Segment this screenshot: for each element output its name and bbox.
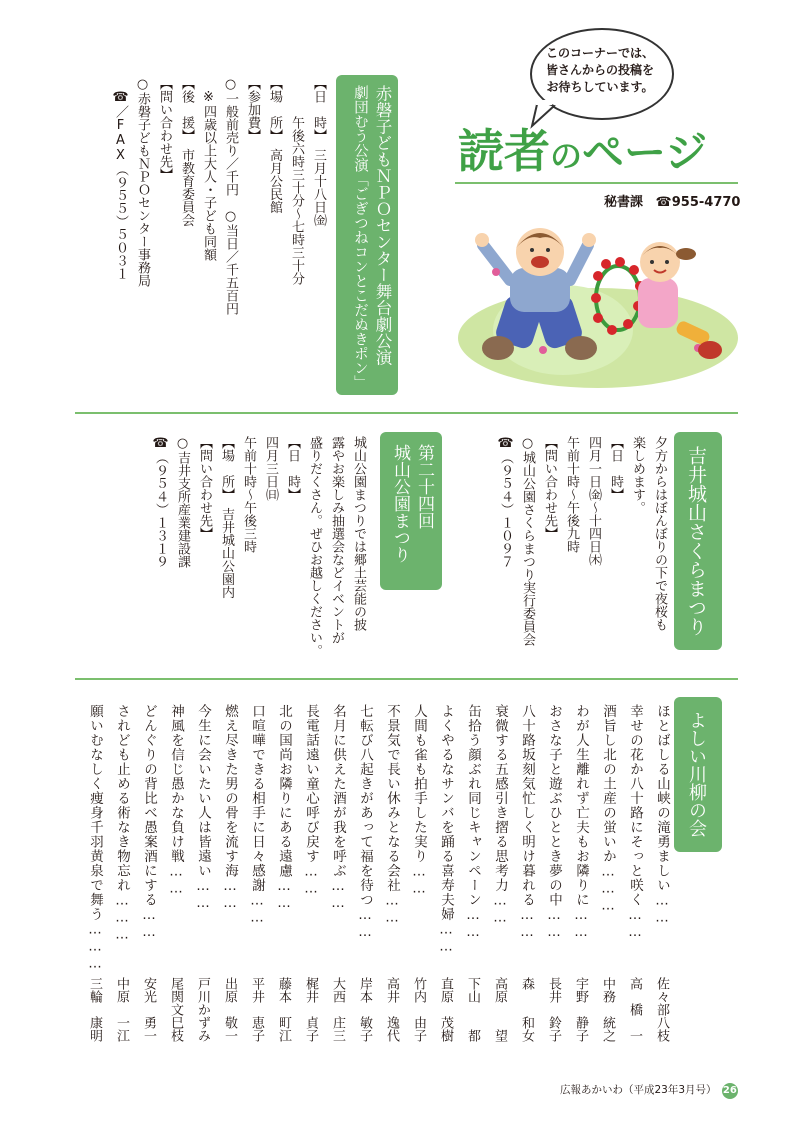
- poem-author: 中務 統之: [600, 977, 615, 1042]
- poem-verse: 今生に会いたい人は皆遠い……: [195, 704, 211, 912]
- poem-verse: されども止める術なき物忘れ………: [114, 704, 130, 944]
- event-yoshii-line: 午前十時～午後九時: [564, 436, 579, 553]
- senryu-poem: [265, 704, 292, 1042]
- event-akaiwa-title-line1: 赤磐子どもＮＰＯセンター舞台劇公演: [373, 85, 392, 366]
- bubble-line: 皆さんからの投稿を: [545, 63, 654, 77]
- event-yoshii-title-box: [674, 432, 722, 650]
- poem-verse: 酒旨し北の土産の蛍いか………: [600, 704, 616, 915]
- bubble-line: このコーナーでは、: [545, 46, 654, 60]
- event-akaiwa-title-box: [336, 75, 398, 395]
- senryu-poem: [427, 704, 454, 1042]
- event-yoshii-line: ☎（９５４）１０９７: [498, 436, 513, 568]
- event-shiroyama-line: 城山公園まつりでは郷土芸能の披: [351, 436, 366, 631]
- event-shiroyama-line: 【場 所】 吉井城山公園内: [219, 436, 234, 599]
- senryu-poem: [319, 704, 346, 1042]
- poem-author: 岸本 敏子: [357, 977, 372, 1042]
- poem-author: 竹内 由子: [411, 977, 426, 1042]
- event-akaiwa-line: ☎／FAX（９５５）５０３１: [113, 77, 128, 280]
- bubble-line: お待ちしています。: [546, 80, 654, 94]
- senryu-poem: [508, 704, 535, 1042]
- bubble-text: [532, 45, 668, 96]
- senryu-poem: [400, 704, 427, 1042]
- poem-verse: よくやるなサンバを踊る喜寿夫婦……: [438, 704, 454, 956]
- event-akaiwa-line: ※四歳以上大人・子ども同額: [201, 77, 216, 261]
- poem-author: 三輪 康明: [87, 977, 102, 1042]
- poem-verse: どんぐりの背比べ愚案酒にする……: [141, 704, 157, 941]
- event-akaiwa-line: 午後六時三十分～七時三十分: [289, 77, 304, 285]
- event-akaiwa-title-line2: 劇団むう公演「ごぎつねコンとこだぬきポン」: [352, 85, 368, 390]
- poem-author: 直原 茂樹: [438, 977, 453, 1042]
- poem-author: 戸川かずみ: [195, 977, 210, 1042]
- poem-author: 宇野 静子: [573, 977, 588, 1042]
- senryu-poem: [535, 704, 562, 1042]
- senryu-poem: [238, 704, 265, 1042]
- senryu-poem: [562, 704, 589, 1042]
- senryu-poem: [76, 704, 103, 1042]
- poem-author: 森 和女: [519, 977, 534, 1042]
- poem-author: 高 橋 一: [627, 977, 642, 1042]
- poem-author: 梶井 貞子: [303, 977, 318, 1042]
- event-akaiwa-line: 【参加費】: [245, 77, 260, 142]
- title-no: の: [550, 137, 583, 175]
- poem-verse: 缶拾う顔ぶれ同じキャンペーン……: [465, 704, 481, 941]
- event-shiroyama-title-line2: 城山公園まつり: [390, 444, 410, 563]
- page-title: [458, 115, 707, 181]
- divider-middle: [75, 678, 738, 680]
- event-akaiwa-line: ○赤磐子どもＮＰＯセンター事務局: [135, 77, 150, 287]
- senryu-title-box: [674, 697, 722, 852]
- poem-verse: 人間も雀も拍手した実り……: [411, 704, 427, 898]
- poem-verse: 燃え尽きた男の骨を流す海……: [222, 704, 238, 912]
- title-main: 読者: [458, 124, 550, 178]
- event-shiroyama-title-line1: 第二十四回: [414, 444, 434, 529]
- event-yoshii-line: 【問い合わせ先】: [542, 436, 557, 540]
- poem-verse: 北の国尚お隣りにある遠慮……: [276, 704, 292, 912]
- event-shiroyama-line: ○吉井支所産業建設課: [175, 436, 190, 568]
- poem-verse: 願いむなしく痩身千羽黄泉で舞う………: [87, 704, 103, 973]
- event-yoshii-line: 四月一日㈮～十四日㈭: [586, 436, 601, 566]
- contact-label: 秘書課: [604, 195, 644, 210]
- event-yoshii-details: [480, 436, 666, 666]
- senryu-poem: [481, 704, 508, 1042]
- event-akaiwa-line: 【問い合わせ先】: [157, 77, 172, 181]
- contact-info: [604, 191, 740, 210]
- senryu-poem: [643, 704, 670, 1042]
- poem-author: 高井 逸代: [384, 977, 399, 1042]
- poem-author: 下山 都: [465, 977, 480, 1042]
- senryu-poem: [130, 704, 157, 1042]
- children-illustration: [448, 220, 740, 392]
- poem-author: 平井 恵子: [249, 977, 264, 1042]
- senryu-poem: [616, 704, 643, 1042]
- title-underline: [455, 182, 738, 184]
- contact-phone: ☎955-4770: [655, 195, 741, 210]
- event-shiroyama-title-box: [380, 432, 442, 590]
- event-shiroyama-line: 盛りだくさん。ぜひお越しください。: [307, 436, 322, 657]
- poem-verse: 神風を信じ愚かな負け戦……: [168, 704, 184, 898]
- poem-author: 安光 勇一: [141, 977, 156, 1042]
- event-yoshii-line: 【日 時】: [608, 436, 623, 501]
- poem-verse: わが人生離れず亡夫もお隣りに……: [573, 704, 589, 941]
- event-akaiwa-line: 【後 援】 市教育委員会: [179, 77, 194, 227]
- poem-author: 大西 庄三: [330, 977, 345, 1042]
- event-yoshii-line: 夕方からはぼんぼりの下で夜桜も: [652, 436, 667, 631]
- senryu-title: よしい川柳の会: [686, 711, 707, 837]
- poem-verse: 不景気で長い休みとなる会社……: [384, 704, 400, 927]
- event-shiroyama-line: 【問い合わせ先】: [197, 436, 212, 540]
- publication-name: 広報あかいわ（平成23年3月号）: [560, 1084, 717, 1096]
- event-shiroyama-line: 露やお楽しみ抽選会などイベントが: [329, 436, 344, 644]
- poem-verse: 幸せの花か八十路にそっと咲く……: [627, 704, 643, 941]
- poem-verse: ほとばしる山峡の滝勇ましい……: [654, 704, 670, 927]
- poem-author: 出原 敬一: [222, 977, 237, 1042]
- poem-verse: 衰微する五感引き摺る思考力……: [492, 704, 508, 927]
- poem-verse: 名月に供えた酒が我を呼ぶ……: [330, 704, 346, 912]
- senryu-poem: [454, 704, 481, 1042]
- event-akaiwa-details: [100, 77, 325, 387]
- poem-verse: 八十路坂刻気忙しく明け暮れる……: [519, 704, 535, 941]
- event-akaiwa-line: 【日 時】 三月十八日㈮: [311, 77, 326, 227]
- poem-verse: 七転び八起きがあって福を待つ……: [357, 704, 373, 941]
- poem-author: 中原 一江: [114, 977, 129, 1042]
- poem-verse: おさな子と遊ぶひととき夢の中……: [546, 704, 562, 941]
- poem-author: 尾関文巳枝: [168, 977, 183, 1042]
- senryu-poem: [346, 704, 373, 1042]
- poem-author: 長井 鈴子: [546, 977, 561, 1042]
- page-number: 26: [722, 1083, 738, 1099]
- senryu-poem: [373, 704, 400, 1042]
- title-page: ページ: [582, 128, 708, 177]
- event-shiroyama-line: 【日 時】: [285, 436, 300, 501]
- senryu-poem: [589, 704, 616, 1042]
- event-shiroyama-line: 四月三日㈰: [263, 436, 278, 501]
- footer: [560, 1082, 738, 1099]
- event-yoshii-line: ○城山公園さくらまつり実行委員会: [520, 436, 535, 646]
- senryu-poem: [103, 704, 130, 1042]
- senryu-poem: [157, 704, 184, 1042]
- poem-author: 佐々部八枝: [654, 977, 669, 1042]
- senryu-poem: [184, 704, 211, 1042]
- event-yoshii-line: 楽しめます。: [630, 436, 645, 514]
- event-shiroyama-line: 午前十時～午後三時: [241, 436, 256, 553]
- poem-verse: 長電話遠い童心呼び戻す……: [303, 704, 319, 898]
- event-akaiwa-line: ○一般前売り／千円 ○当日／千五百円: [223, 77, 238, 315]
- senryu-poem: [292, 704, 319, 1042]
- divider-top: [75, 412, 738, 414]
- poem-author: 藤本 町江: [276, 977, 291, 1042]
- event-akaiwa-line: 【場 所】 高月公民館: [267, 77, 282, 214]
- poem-author: 高原 望: [492, 977, 507, 1042]
- senryu-poem: [211, 704, 238, 1042]
- poem-verse: 口喧嘩できる相手に日々感謝……: [249, 704, 265, 927]
- event-shiroyama-details: [150, 436, 365, 666]
- event-yoshii-title: 吉井城山さくらまつり: [685, 446, 707, 636]
- event-shiroyama-line: ☎（９５４）１３１９: [153, 436, 168, 568]
- senryu-list: [80, 704, 668, 1044]
